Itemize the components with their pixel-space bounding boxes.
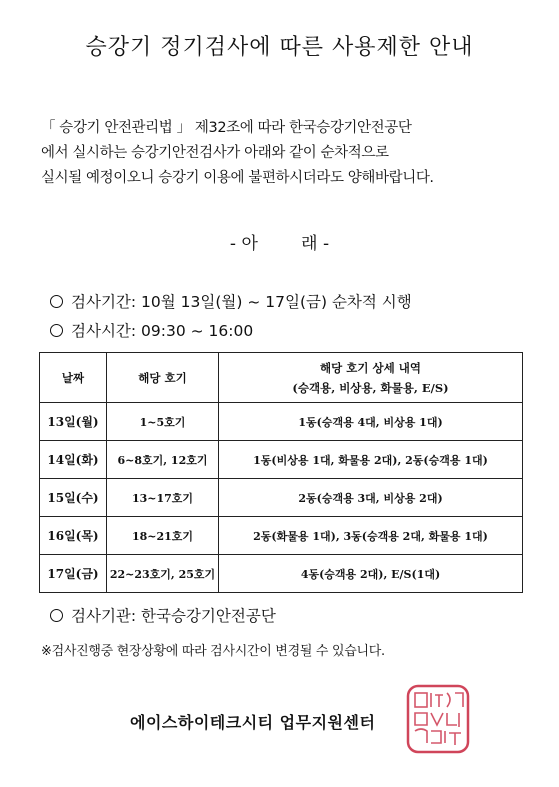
circle-bullet-icon <box>50 295 63 308</box>
row-date: 13일(월) <box>40 403 107 441</box>
table-header-row <box>40 353 523 403</box>
official-seal-stamp <box>405 683 471 755</box>
intro-line: 「 승강기 안전관리법 」 제32조에 따라 한국승강기안전공단 <box>41 120 412 136</box>
row-unit: 22~23호기, 25호기 <box>107 555 219 593</box>
intro-line: 실시될 예정이오니 승강기 이용에 불편하시더라도 양해바랍니다. <box>41 170 434 186</box>
row-date: 15일(수) <box>40 479 107 517</box>
header-unit: 해당 호기 <box>107 353 219 403</box>
header-date: 날짜 <box>40 353 107 403</box>
notice-note: ※검사진행중 현장상황에 따라 검사시간이 변경될 수 있습니다. <box>41 644 385 659</box>
row-detail: 1동(비상용 1대, 화물용 2대), 2동(승객용 1대) <box>219 441 523 479</box>
header-detail-title: 해당 호기 상세 내역 <box>320 360 421 375</box>
row-detail: 4동(승객용 2대), E/S(1대) <box>219 555 523 593</box>
table-row <box>40 555 523 593</box>
inspection-period: 검사기간: 10월 13일(월) ~ 17일(금) 순차적 시행 <box>71 293 412 311</box>
row-date: 17일(금) <box>40 555 107 593</box>
row-date: 16일(목) <box>40 517 107 555</box>
page-title: 승강기 정기검사에 따른 사용제한 안내 <box>85 35 474 60</box>
inspection-agency-line <box>50 604 276 626</box>
intro-paragraph <box>41 116 541 191</box>
row-unit: 1~5호기 <box>107 403 219 441</box>
section-heading: - 아 래 - <box>229 234 330 254</box>
row-date: 14일(화) <box>40 441 107 479</box>
table-row <box>40 517 523 555</box>
inspection-period-line <box>50 290 412 312</box>
row-unit: 13~17호기 <box>107 479 219 517</box>
circle-bullet-icon <box>50 609 63 622</box>
schedule-table <box>39 352 523 593</box>
row-unit: 18~21호기 <box>107 517 219 555</box>
row-detail: 1동(승객용 4대, 비상용 1대) <box>219 403 523 441</box>
footer-organization: 에이스하이테크시티 업무지원센터 <box>130 713 376 732</box>
header-detail <box>219 353 523 403</box>
row-detail: 2동(승객용 3대, 비상용 2대) <box>219 479 523 517</box>
table-row <box>40 403 523 441</box>
header-detail-sub: (승객용, 비상용, 화물용, E/S) <box>292 380 449 395</box>
circle-bullet-icon <box>50 324 63 337</box>
row-unit: 6~8호기, 12호기 <box>107 441 219 479</box>
table-row <box>40 441 523 479</box>
inspection-agency: 검사기관: 한국승강기안전공단 <box>71 607 276 625</box>
table-row <box>40 479 523 517</box>
inspection-time-line <box>50 319 253 341</box>
row-detail: 2동(화물용 1대), 3동(승객용 2대, 화물용 1대) <box>219 517 523 555</box>
intro-line: 에서 실시하는 승강기안전검사가 아래와 같이 순차적으로 <box>41 145 389 161</box>
inspection-time: 검사시간: 09:30 ~ 16:00 <box>71 322 254 340</box>
